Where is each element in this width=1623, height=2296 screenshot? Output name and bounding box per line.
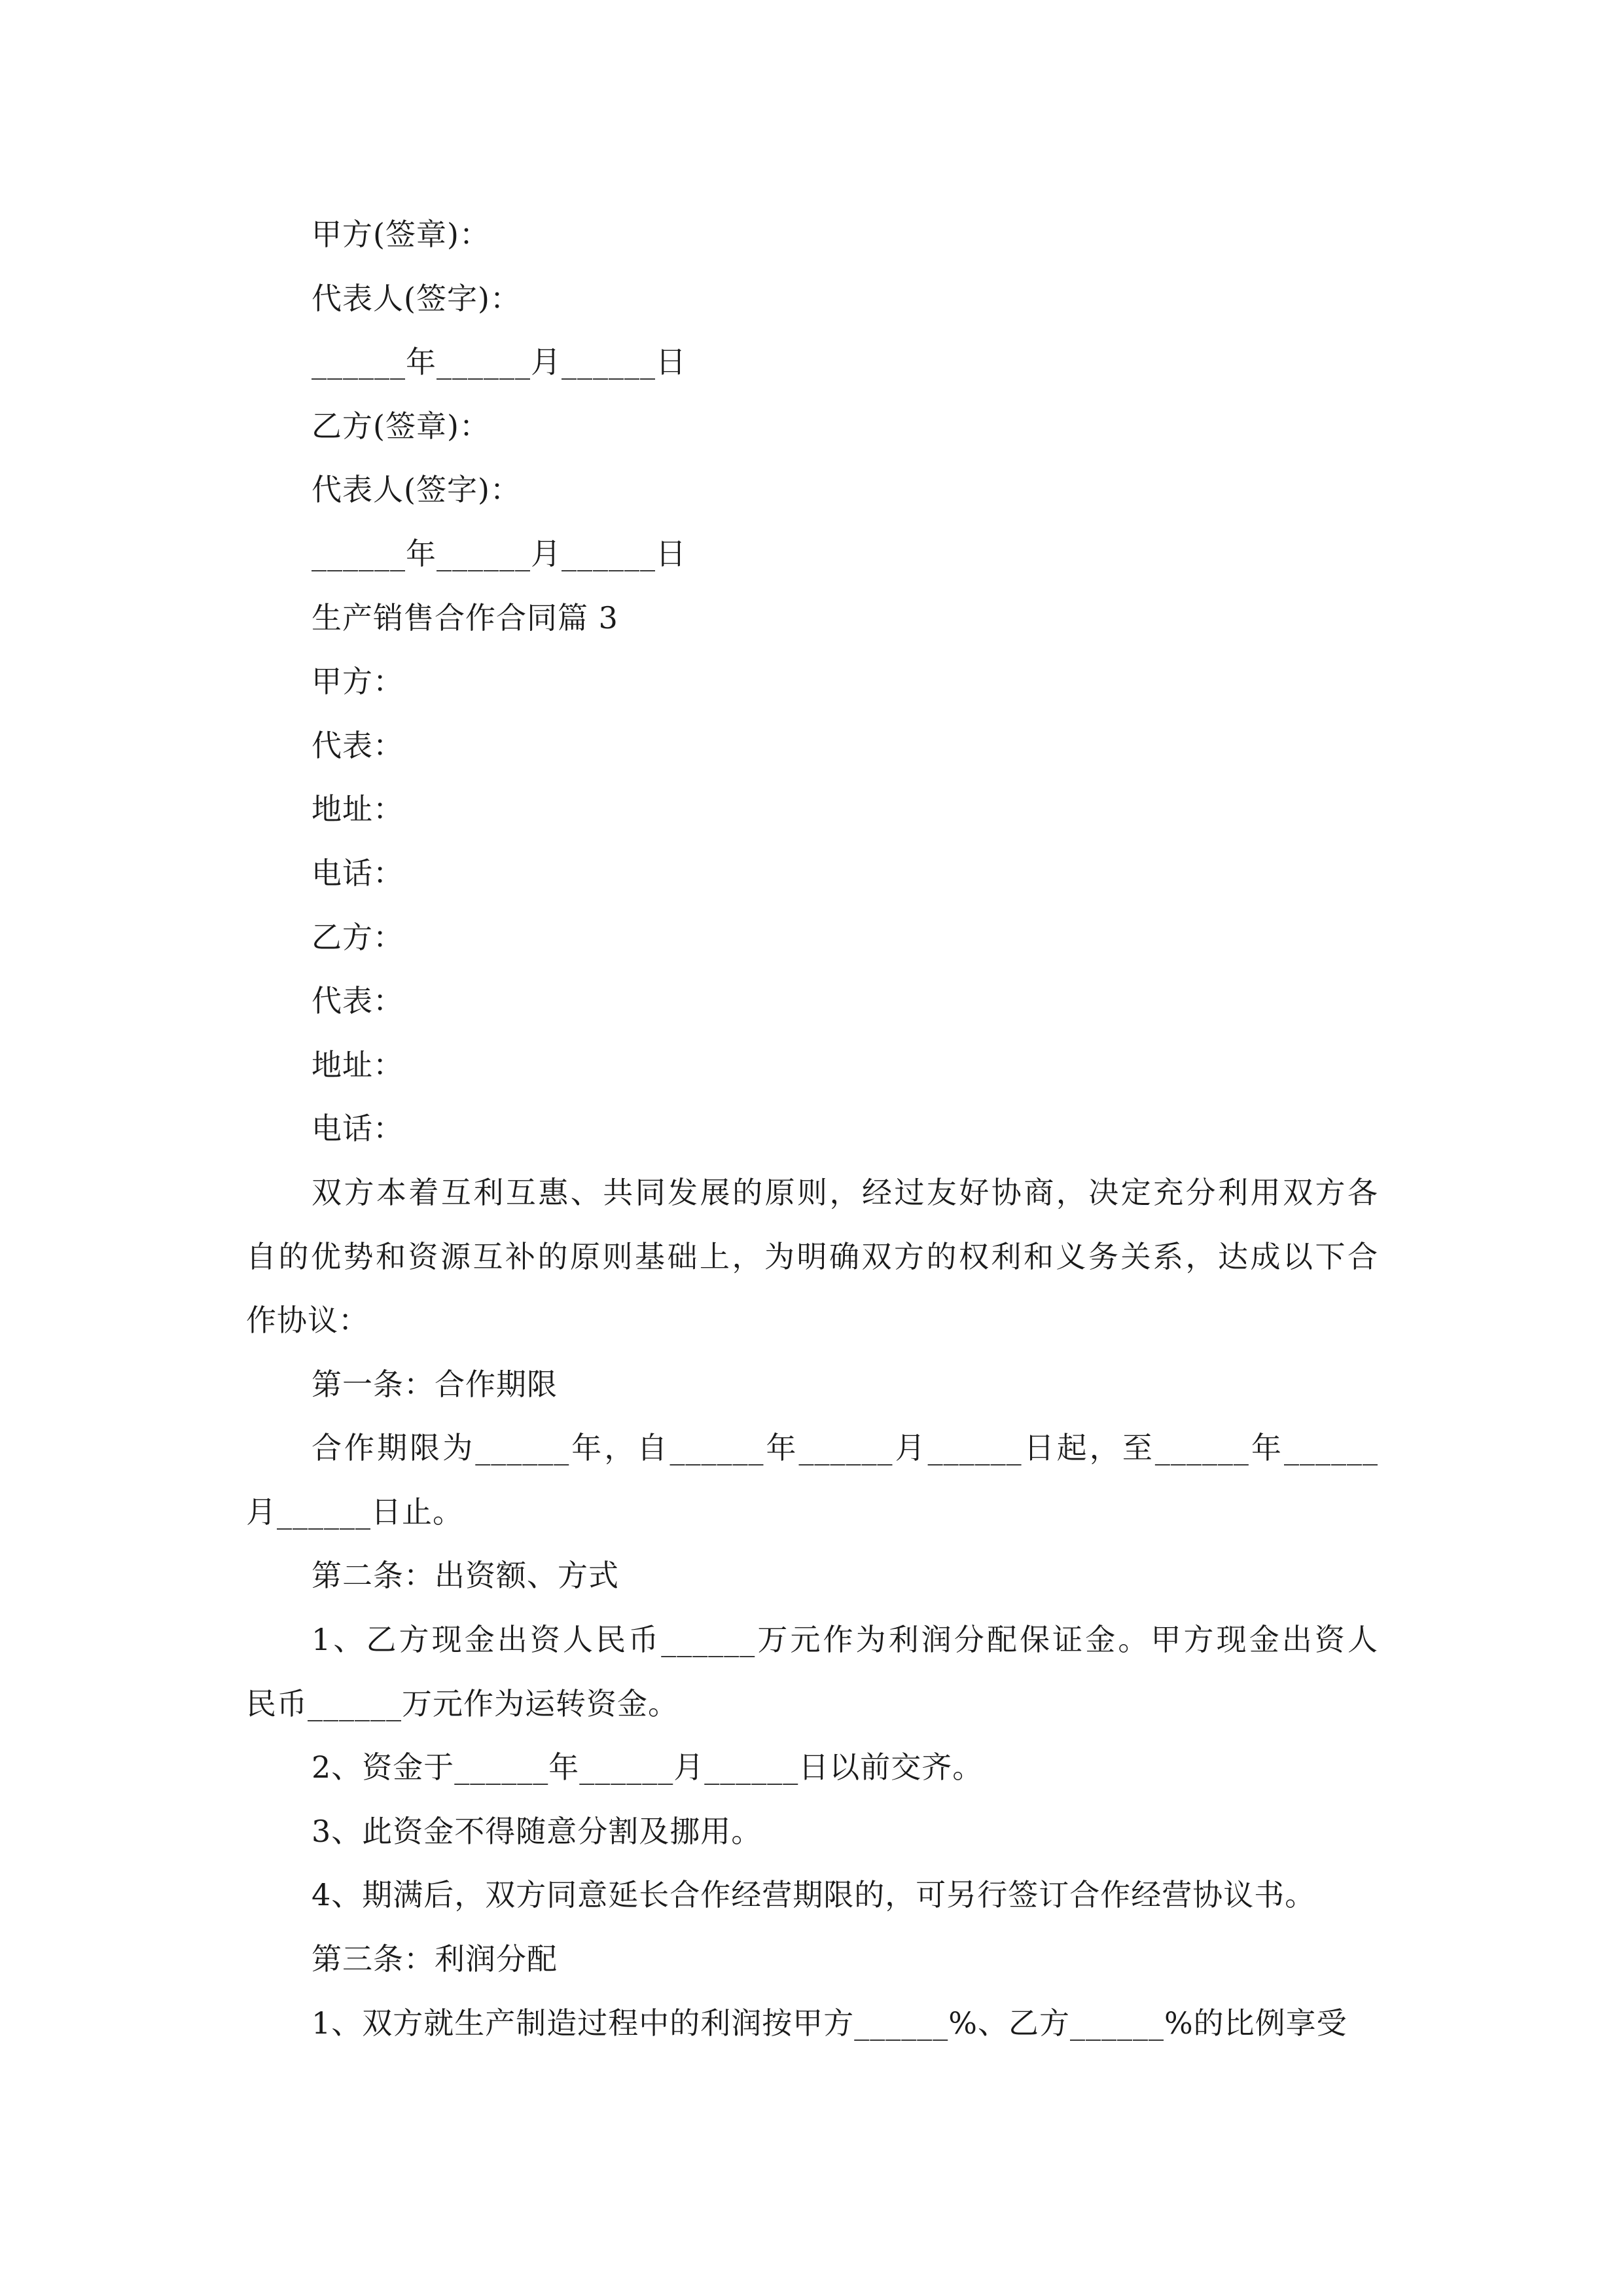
article-2-item-2: 2、资金于______年______月______日以前交齐。 <box>312 1749 984 1785</box>
paragraph-row: 自的优势和资源互补的原则基础上，为明确双方的权利和义务关系，达成以下合 <box>246 1238 1378 1274</box>
article-3-title: 第三条：利润分配 <box>312 1941 558 1977</box>
paragraph-row: 作协议： <box>246 1302 369 1338</box>
party-b-representative-signature-line: 代表人(签字)： <box>312 472 521 508</box>
article-1-title: 第一条：合作期限 <box>312 1366 558 1402</box>
article-2-item-1 <box>246 1608 1378 1736</box>
intro-paragraph <box>246 1161 1378 1353</box>
article-2-item-3: 3、此资金不得随意分割及挪用。 <box>312 1813 762 1849</box>
party-b-field: 乙方： <box>312 919 404 955</box>
party-b-seal-line: 乙方(签章)： <box>312 408 490 444</box>
paragraph-row: 1、乙方现金出资人民币______万元作为利润分配保证金。甲方现金出资人 <box>312 1622 1378 1658</box>
paragraph-row: 合作期限为______年，自______年______月______日起，至______年______ <box>312 1430 1379 1466</box>
paragraph-row: 双方本着互利互惠、共同发展的原则，经过友好协商，决定充分利用双方各 <box>312 1174 1378 1210</box>
party-a-phone-field: 电话： <box>312 855 404 891</box>
section-heading: 生产销售合作合同篇 3 <box>312 600 618 636</box>
party-b-date-line: ______年______月______日 <box>312 535 687 571</box>
party-a-address-field: 地址： <box>312 791 404 827</box>
paragraph-row: 民币______万元作为运转资金。 <box>246 1685 679 1721</box>
paragraph-row: 月______日止。 <box>246 1494 463 1530</box>
party-a-seal-line: 甲方(签章)： <box>312 217 490 252</box>
party-a-representative-signature-line: 代表人(签字)： <box>312 280 521 316</box>
document-body <box>246 203 1378 2055</box>
party-a-date-line: ______年______月______日 <box>312 344 687 380</box>
article-1-paragraph <box>246 1416 1378 1544</box>
party-a-field: 甲方： <box>312 664 404 700</box>
article-3-item-1: 1、双方就生产制造过程中的利润按甲方______%、乙方______%的比例享受 <box>312 2005 1347 2041</box>
article-2-title: 第二条：出资额、方式 <box>312 1558 619 1594</box>
party-b-phone-field: 电话： <box>312 1111 404 1147</box>
article-2-item-4: 4、期满后，双方同意延长合作经营期限的，可另行签订合作经营协议书。 <box>312 1877 1316 1913</box>
party-b-representative-field: 代表： <box>312 983 404 1019</box>
party-a-representative-field: 代表： <box>312 727 404 763</box>
party-b-address-field: 地址： <box>312 1047 404 1083</box>
